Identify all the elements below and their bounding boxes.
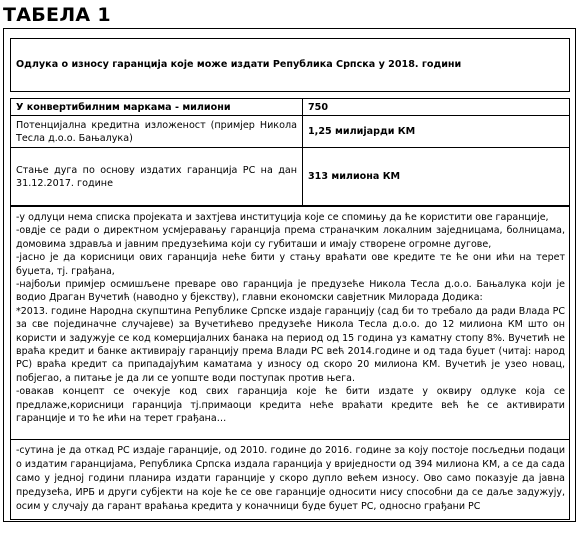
decision-title: Одлука о износу гаранција које може издати Република Српска у 2018. години: [16, 59, 462, 70]
notes-text: [16, 211, 565, 426]
summary-box: [10, 440, 570, 520]
row-value: 750: [303, 99, 570, 116]
title-box: [10, 38, 570, 92]
row-label: Потенцијална кредитна изложеност (примјер Никола Тесла д.о.о. Бањалука): [11, 116, 303, 148]
row-value: 1,25 милијарди КМ: [303, 116, 570, 148]
row-label: Стање дуга по основу издатих гаранција РС на дан 31.12.2017. године: [11, 148, 303, 206]
page-heading: ТАБЕЛА 1: [3, 4, 111, 26]
summary-text: -сутина је да откад РС издаје гаранције, од 2010. године до 2016. године за коју постоје посљедњи подаци о издатим гаранцијама, Република Српска издала гаранција у вриједности од 394 милиона КМ, а се да сада само у једној години планира издати гаранције у скоро дупло већем износу. Ово само показује да јавна предузећа, ИРБ и други субјекти на које ће се ове гаранције односити нису способни да се даље задужују, осим у случају да гарант враћања кредита у коначници буде буџет РС, односно грађани РС: [16, 445, 565, 512]
note-paragraph: -јасно је да корисници ових гаранција неће бити у стању враћати ове кредите те ће они ићи на терет буџета, тј. грађана,: [16, 252, 565, 277]
note-paragraph: -овдје се ради о директном усмјеравању гаранција према страначким локалним заједницама, болницама, домовима здравља и јавним предузећима који су губиташи и имају створене огромне дугове,: [16, 225, 565, 250]
notes-box: [10, 206, 570, 440]
row-label: У конвертибилним маркама - милиони: [11, 99, 303, 116]
note-paragraph: -у одлуци нема списка пројеката и захтјева институција које се спомињу да ће користити ове гаранције,: [16, 212, 549, 223]
table-row: [11, 116, 570, 148]
note-paragraph: -овакав концепт се очекује код свих гаранција које ће бити издате у оквиру одлуке која се предлаже,корисници гаранција тј.примаоци кредита неће враћати кредите већ ће се активирати гаранције и то ће ићи на терет грађана…: [16, 386, 565, 425]
guarantee-table: [10, 98, 570, 206]
note-paragraph: -најбољи примјер осмишљене преваре ово гаранција је предузеће Никола Тесла д.о.о. Бањалука који је водио Драган Вучетић (наводно у бјекству), главни економски савјетник Милорада Додика:: [16, 279, 565, 304]
note-paragraph: *2013. године Народна скупштина Републике Српске издаје гаранцију (сад би то требало да ради Влада РС за свe појединачне случајеве) за Вучетићево предузеће Никола Тесла д.о.о. до 12 милиона КМ што он користи и задужује се код комерцијалних банака на период од 15 година уз каматну стопу 8%. Вучетић не враћа кредит и банке активирају гаранцију према Влади РС већ 2014.године и од тада буџет (читај: народ РС) враћа кредит са припадајућим каматама у износу од скоро 20 милиона КМ. Вучетић је узео новац, побјегао, а питање је да ли се уопште води поступак против њега.: [16, 305, 565, 384]
row-value: 313 милиона КМ: [303, 148, 570, 206]
table-row: [11, 99, 570, 116]
table-row: [11, 148, 570, 206]
